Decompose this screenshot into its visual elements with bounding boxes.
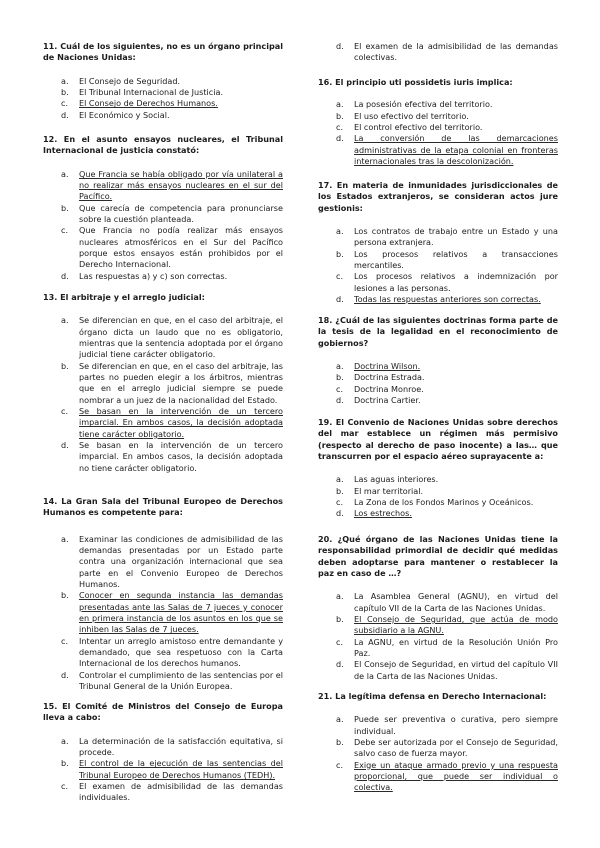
- underlined-answer-text: La conversión de las demarcaciones administrativas de la etapa colonial en fronteras internacionales tras la descolonización.: [354, 133, 558, 167]
- question-15-option-b: [43, 758, 283, 781]
- option-text: La Asamblea General (AGNU), en virtud del capítulo VII de la Carta de las Naciones Unidas.: [354, 591, 558, 613]
- option-letter: b.: [61, 202, 69, 213]
- option-letter: a.: [336, 361, 344, 372]
- option-letter: d.: [336, 508, 344, 519]
- option-letter: a.: [61, 735, 69, 746]
- question-20-option-d: [318, 659, 558, 682]
- question-17-option-a: [318, 226, 558, 249]
- question-19-option-d: [318, 508, 558, 519]
- underlined-answer-text: Que Francia se había obligado por vía unilateral a no realizar más ensayos nucleares en el sur del Pacífico.: [79, 168, 283, 202]
- question-17-text: 17. En materia de inmunidades jurisdiccionales de los Estados extranjeros, se consideran actos jure gestionis:: [318, 180, 558, 213]
- option-text: El uso efectivo del territorio.: [354, 110, 469, 121]
- question-16-option-d: [318, 133, 558, 167]
- option-text: El Consejo de Seguridad.: [79, 75, 181, 86]
- question-16-option-c: [318, 122, 558, 133]
- question-15: [43, 701, 283, 804]
- question-17-options: [318, 226, 558, 305]
- question-17-option-c: [318, 271, 558, 294]
- question-21-options: [318, 714, 558, 793]
- option-letter: d.: [336, 133, 344, 144]
- question-14-option-a: [43, 534, 283, 591]
- question-14: [43, 496, 283, 693]
- question-16-option-a: [318, 99, 558, 110]
- question-12-option-c: [43, 225, 283, 270]
- option-letter: a.: [61, 315, 69, 326]
- option-text: La determinación de la satisfacción equitativa, si procede.: [79, 735, 283, 758]
- option-letter: b.: [61, 590, 69, 601]
- question-12-option-a: [43, 169, 283, 203]
- question-15-option-a: [43, 736, 283, 759]
- option-text: El Consejo de Seguridad, en virtud del capítulo VII de la Carta de las Naciones Unidas.: [354, 659, 558, 681]
- option-letter: d.: [336, 41, 344, 51]
- option-text: Los procesos relativos a indemnización por lesiones a las personas.: [354, 271, 558, 293]
- option-letter: d.: [61, 270, 69, 281]
- question-21: [318, 691, 558, 794]
- question-15-options: [43, 736, 283, 804]
- question-15-options-continued: [318, 41, 558, 64]
- question-18-text: 18. ¿Cuál de las siguientes doctrinas forma parte de la tesis de la legalidad en el reconocimiento de gobiernos?: [318, 315, 558, 348]
- option-letter: c.: [61, 781, 69, 792]
- option-letter: c.: [61, 225, 69, 236]
- question-14-option-b: [43, 590, 283, 635]
- question-18-options: [318, 361, 558, 406]
- option-text: Se diferencian en que, en el caso del arbitraje, el órgano dicta un laudo que no es obligatorio, mientras que la sentencia adoptada por el órgano judicial tiene carácter obligatorio.: [79, 315, 283, 360]
- question-12-options: [43, 169, 283, 282]
- option-text: El control efectivo del territorio.: [354, 122, 483, 133]
- option-letter: b.: [336, 248, 344, 259]
- question-11: [43, 41, 283, 121]
- question-19-text: 19. El Convenio de Naciones Unidas sobre derechos del mar establece un régimen más permisivo (respecto al derecho de paso inocente) a las… que transcurren por el espacio aéreo suprayacente a:: [318, 417, 558, 462]
- question-12-text: 12. En el asunto ensayos nucleares, el Tribunal Internacional de justicia constató:: [43, 134, 283, 156]
- question-21-option-a: [318, 714, 558, 737]
- question-13-option-b: [43, 361, 283, 406]
- option-letter: b.: [336, 110, 344, 121]
- question-13-option-a: [43, 315, 283, 360]
- option-text: Doctrina Monroe.: [354, 383, 424, 394]
- question-11-option-b: [43, 87, 283, 98]
- question-16-text: 16. El principio uti possidetis iuris implica:: [318, 77, 513, 87]
- option-text: La Zona de los Fondos Marinos y Oceánicos.: [354, 497, 534, 508]
- option-text: La AGNU, en virtud de la Resolución Unión Pro Paz.: [354, 636, 558, 659]
- option-letter: d.: [336, 294, 344, 305]
- option-text: El examen de la admisibilidad de las demandas colectivas.: [354, 41, 558, 63]
- option-text: Doctrina Estrada.: [354, 372, 425, 383]
- underlined-answer-text: Conocer en segunda instancia las demandas presentadas ante las Salas de 7 jueces y conocer en primera instancia de los asuntos en los que se inhiben las Salas de 7 jueces.: [79, 590, 283, 635]
- question-19-option-a: [318, 474, 558, 485]
- option-letter: b.: [61, 758, 69, 769]
- option-text: Los contratos de trabajo entre un Estado y una persona extranjera.: [354, 226, 558, 248]
- option-text: Se basan en la intervención de un tercero imparcial. En ambos casos, la decisión adoptada no tiene carácter obligatorio.: [79, 440, 283, 473]
- question-15-option-c: [43, 781, 283, 804]
- question-21-option-b: [318, 737, 558, 760]
- question-11-text: 11. Cuál de los siguientes, no es un órgano principal de Naciones Unidas:: [43, 41, 283, 63]
- option-letter: b.: [336, 372, 344, 383]
- option-letter: c.: [61, 98, 69, 109]
- option-letter: c.: [61, 406, 69, 417]
- option-letter: d.: [336, 395, 344, 406]
- question-12-option-b: [43, 203, 283, 226]
- question-19: [318, 417, 558, 520]
- left-column: [43, 0, 283, 848]
- option-letter: d.: [61, 669, 69, 680]
- underlined-answer-text: Los estrechos.: [354, 508, 412, 519]
- question-16-option-b: [318, 111, 558, 122]
- question-15-text: 15. El Comité de Ministros del Consejo de Europa lleva a cabo:: [43, 701, 283, 723]
- question-11-option-c: [43, 98, 283, 109]
- question-21-option-c: [318, 760, 558, 794]
- option-text: Las aguas interiores.: [354, 474, 439, 485]
- question-19-options: [318, 474, 558, 519]
- option-letter: c.: [336, 759, 344, 770]
- underlined-answer-text: Doctrina Wilson.: [354, 361, 421, 372]
- option-letter: c.: [61, 635, 69, 646]
- underlined-answer-text: El Consejo de Derechos Humanos.: [79, 98, 218, 109]
- question-18-option-a: [318, 361, 558, 372]
- underlined-answer-text: El control de la ejecución de las sentencias del Tribunal Europeo de Derechos Humanos (TEDH).: [79, 758, 283, 780]
- option-letter: d.: [61, 440, 69, 451]
- underlined-answer-text: Se basan en la intervención de un tercero imparcial. En ambos casos, la decisión adoptada tiene carácter obligatorio.: [79, 406, 283, 439]
- option-letter: b.: [336, 737, 344, 748]
- option-letter: d.: [61, 109, 69, 120]
- option-text: El Económico y Social.: [79, 109, 170, 120]
- question-13-options: [43, 315, 283, 474]
- question-18: [318, 315, 558, 406]
- question-14-options: [43, 534, 283, 693]
- option-letter: c.: [336, 271, 344, 282]
- question-16: [318, 77, 558, 167]
- question-19-option-c: [318, 497, 558, 508]
- question-11-option-a: [43, 76, 283, 87]
- question-17-option-d: [318, 294, 558, 305]
- question-14-option-c: [43, 636, 283, 670]
- question-20-option-a: [318, 591, 558, 614]
- option-text: Intentar un arreglo amistoso entre demandante y demandado, que sea respetuoso con la Carta Internacional de los derechos humanos.: [79, 635, 283, 669]
- option-text: La posesión efectiva del territorio.: [354, 99, 493, 110]
- question-13: [43, 292, 283, 474]
- question-20-text: 20. ¿Qué órgano de las Naciones Unidas tiene la responsabilidad primordial de decidir qué medidas deben adoptarse para mantener o restablecer la paz en caso de …?: [318, 534, 558, 579]
- option-text: El Tribunal Internacional de Justicia.: [79, 87, 224, 98]
- underlined-answer-text: El Consejo de Seguridad, que actúa de modo subsidiario a la AGNU.: [354, 614, 558, 636]
- option-text: Que Francia no podía realizar más ensayos nucleares atmosféricos en el Sur del Pacífico porque estos ensayos están prohibidos por el Derecho Internacional.: [79, 225, 283, 270]
- question-13-option-c: [43, 406, 283, 440]
- question-17-option-b: [318, 249, 558, 272]
- option-text: El mar territorial.: [354, 485, 424, 496]
- question-20: [318, 534, 558, 682]
- option-letter: a.: [336, 591, 344, 602]
- question-15-option-d: [318, 41, 558, 64]
- question-12-option-d: [43, 271, 283, 282]
- option-letter: a.: [336, 714, 344, 725]
- question-11-options: [43, 76, 283, 121]
- question-17: [318, 180, 558, 305]
- question-13-text: 13. El arbitraje y el arreglo judicial:: [43, 292, 205, 302]
- option-text: Que carecía de competencia para pronunciarse sobre la cuestión planteada.: [79, 202, 283, 225]
- question-18-option-d: [318, 395, 558, 406]
- option-letter: a.: [61, 168, 69, 179]
- question-20-option-b: [318, 614, 558, 637]
- question-12: [43, 134, 283, 282]
- option-text: Debe ser autorizada por el Consejo de Seguridad, salvo caso de fuerza mayor.: [354, 737, 558, 759]
- option-letter: a.: [61, 75, 69, 86]
- question-21-text: 21. La legítima defensa en Derecho Internacional:: [318, 691, 547, 701]
- option-letter: c.: [336, 383, 344, 394]
- option-text: Se diferencian en que, en el caso del arbitraje, las partes no pueden elegir a los árbitros, mientras que en el arreglo judicial siempre se puede nombrar a un juez de la nacionalidad del Estado.: [79, 360, 283, 405]
- option-letter: a.: [336, 226, 344, 237]
- option-text: Los procesos relativos a transacciones mercantiles.: [354, 248, 558, 271]
- option-letter: c.: [336, 636, 344, 647]
- option-text: Examinar las condiciones de admisibilidad de las demandas presentadas por un Estado parte contra una organización internacional que sea parte en el Convenio Europeo de Derechos Humanos.: [79, 533, 283, 590]
- option-letter: a.: [336, 99, 344, 110]
- question-16-options: [318, 99, 558, 167]
- option-letter: c.: [336, 497, 344, 508]
- option-text: Doctrina Cartier.: [354, 395, 421, 406]
- option-letter: a.: [336, 474, 344, 485]
- option-text: Puede ser preventiva o curativa, pero siempre individual.: [354, 714, 558, 736]
- option-letter: b.: [336, 485, 344, 496]
- question-18-option-b: [318, 372, 558, 383]
- question-19-option-b: [318, 486, 558, 497]
- question-20-option-c: [318, 637, 558, 660]
- underlined-answer-text: Todas las respuestas anteriores son correctas.: [354, 294, 541, 305]
- option-letter: a.: [61, 533, 69, 544]
- option-letter: b.: [336, 614, 344, 625]
- right-column: [318, 0, 558, 848]
- option-letter: d.: [336, 659, 344, 670]
- option-letter: b.: [61, 360, 69, 371]
- option-letter: c.: [336, 122, 344, 133]
- question-14-option-d: [43, 670, 283, 693]
- question-20-options: [318, 591, 558, 682]
- question-11-option-d: [43, 110, 283, 121]
- question-18-option-c: [318, 384, 558, 395]
- option-text: Controlar el cumplimiento de las sentencias por el Tribunal General de la Unión Europea.: [79, 669, 283, 692]
- question-15-continued: [318, 41, 558, 64]
- question-13-option-d: [43, 440, 283, 474]
- option-letter: b.: [61, 87, 69, 98]
- option-text: El examen de admisibilidad de las demandas individuales.: [79, 781, 283, 803]
- question-14-text: 14. La Gran Sala del Tribunal Europeo de Derechos Humanos es competente para:: [43, 496, 283, 518]
- underlined-answer-text: Exige un ataque armado previo y una respuesta proporcional, que puede ser individual o colectiva.: [354, 759, 558, 793]
- option-text: Las respuestas a) y c) son correctas.: [79, 270, 228, 281]
